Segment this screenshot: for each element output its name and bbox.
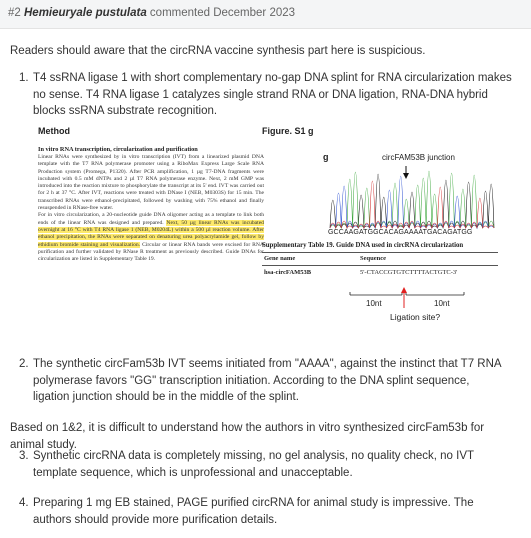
row-gene: hsa-circFAM53B bbox=[264, 269, 312, 276]
chromatogram bbox=[302, 154, 498, 234]
row-seq: 5'-CTACCGTGTCTTTTACTGTC-3' bbox=[360, 269, 458, 276]
col-gene-header: Gene name bbox=[264, 255, 296, 262]
chrom-trace bbox=[330, 181, 494, 228]
method-title: In vitro RNA transcription, circularization and purification bbox=[38, 146, 198, 153]
list-number: 4. bbox=[19, 497, 29, 509]
list-text: Preparing 1 mg EB stained, PAGE purified circRNA for animal study is impressive. The authors should provide more purification details. bbox=[33, 497, 474, 526]
intro-text: Readers should aware that the circRNA vaccine synthesis part here is suspicious. bbox=[10, 45, 426, 57]
chrom-trace bbox=[330, 174, 494, 228]
method-body-part: Linear RNAs were synthesized by in vitro transcription (IVT) from a linearized plasmid DNA template with the T7 RNA polymerase promoter using a RiboMax Express Large Scale RNA Production system (Promega, P1320). After PCR amplification, 1 µg T7-DNA fragments were incubated with 0.5 mM dNTPs and 2 µl T7 RNA polymerase enzyme. Next, 2 mM GMP was introduced into the reaction mixture to phosphorylate the transcript at its 5' end. IVT was carried out for 2 h at 37 °C. After IVT, reactions were treated with DNase I (NEB, M0303S) for 15 min. The transcribed RNAs were ethanol-precipitated, followed by washing with 75% ethanol and finally resuspended in RNase-free water. bbox=[38, 154, 264, 212]
junction-label: circFAM53B junction bbox=[382, 153, 455, 162]
list-number: 1. bbox=[19, 72, 29, 84]
list-item bbox=[19, 495, 513, 528]
chrom-trace bbox=[330, 171, 494, 228]
list-number: 2. bbox=[19, 358, 29, 370]
col-seq-header: Sequence bbox=[360, 255, 386, 262]
list-item bbox=[19, 356, 503, 406]
list-text: T4 ssRNA ligase 1 with short complementary no-gap DNA splint for RNA circularization makes no sense. T4 RNA ligase 1 catalyzes single strand RNA or DNA ligation, RNA-DNA hybrid blocks ssRNA substrate recognition. bbox=[33, 72, 512, 117]
list-text: The synthetic circFam53b IVT seems initiated from "AAAA", against the instinct that T7 RNA polymerase favors "GG" transcription initiation. According to the DNA splint sequence, ligation junction should be in the middle of the splint. bbox=[33, 358, 501, 403]
middle-paragraph: Based on 1&2, it is difficult to understand how the authors in vitro synthesized circFam53b for animal study. bbox=[10, 422, 485, 451]
method-body-part: Circular or linear RNA bands were excised for RNA purification and further validated by RNase R treatment as previously described. Guide DNAs for circularization are listed in Supplementary Table 19. bbox=[38, 241, 264, 263]
comment-header bbox=[0, 0, 531, 29]
table-rule bbox=[262, 252, 498, 253]
chrom-trace bbox=[330, 176, 494, 228]
junction-arrow-head bbox=[403, 173, 409, 179]
comment-meta bbox=[8, 7, 295, 19]
method-highlight: Next, 50 µg linear RNAs was incubated overnight at 16 °C with T4 RNA ligase 1 (NEB, M0204L) within a 500 µl reaction volume. After ethanol precipitation, the RNAs were separated on denaturing urea polyacrylamide gel, follow by ethidium bromide staining and visualization. bbox=[38, 219, 264, 248]
sup-table-title: Supplementary Table 19. Guide DNA used in circRNA circularization bbox=[262, 242, 464, 249]
comment-author[interactable]: Hemieuryale pustulata bbox=[24, 7, 147, 19]
comment-date: commented December 2023 bbox=[149, 7, 296, 19]
ligation-question: Ligation site? bbox=[390, 312, 441, 322]
comment-number: #2 bbox=[8, 7, 21, 19]
list-text: Synthetic circRNA data is completely missing, no gel analysis, no quality check, no IVT template sequence, which is unprofessional and unacceptable. bbox=[33, 450, 474, 479]
left-nt: 10nt bbox=[366, 299, 382, 308]
panel-letter: g bbox=[323, 152, 329, 162]
embedded-figure bbox=[36, 124, 506, 346]
right-nt: 10nt bbox=[434, 299, 450, 308]
list-item bbox=[19, 70, 521, 120]
method-heading: Method bbox=[38, 126, 70, 136]
list-number: 3. bbox=[19, 450, 29, 462]
method-body bbox=[38, 154, 264, 263]
method-body-part: For in vitro circularization, a 20-nucleotide guide DNA oligomer acting as a template to link both ends of the linear RNA was designed and prepared. bbox=[38, 212, 264, 226]
chrom-sequence: GCCAAGATGGCACAGAAAATGACAGATGG bbox=[328, 229, 473, 236]
figure-label: Figure. S1 g bbox=[262, 126, 314, 136]
table-rule bbox=[262, 265, 498, 266]
list-item bbox=[19, 448, 503, 481]
